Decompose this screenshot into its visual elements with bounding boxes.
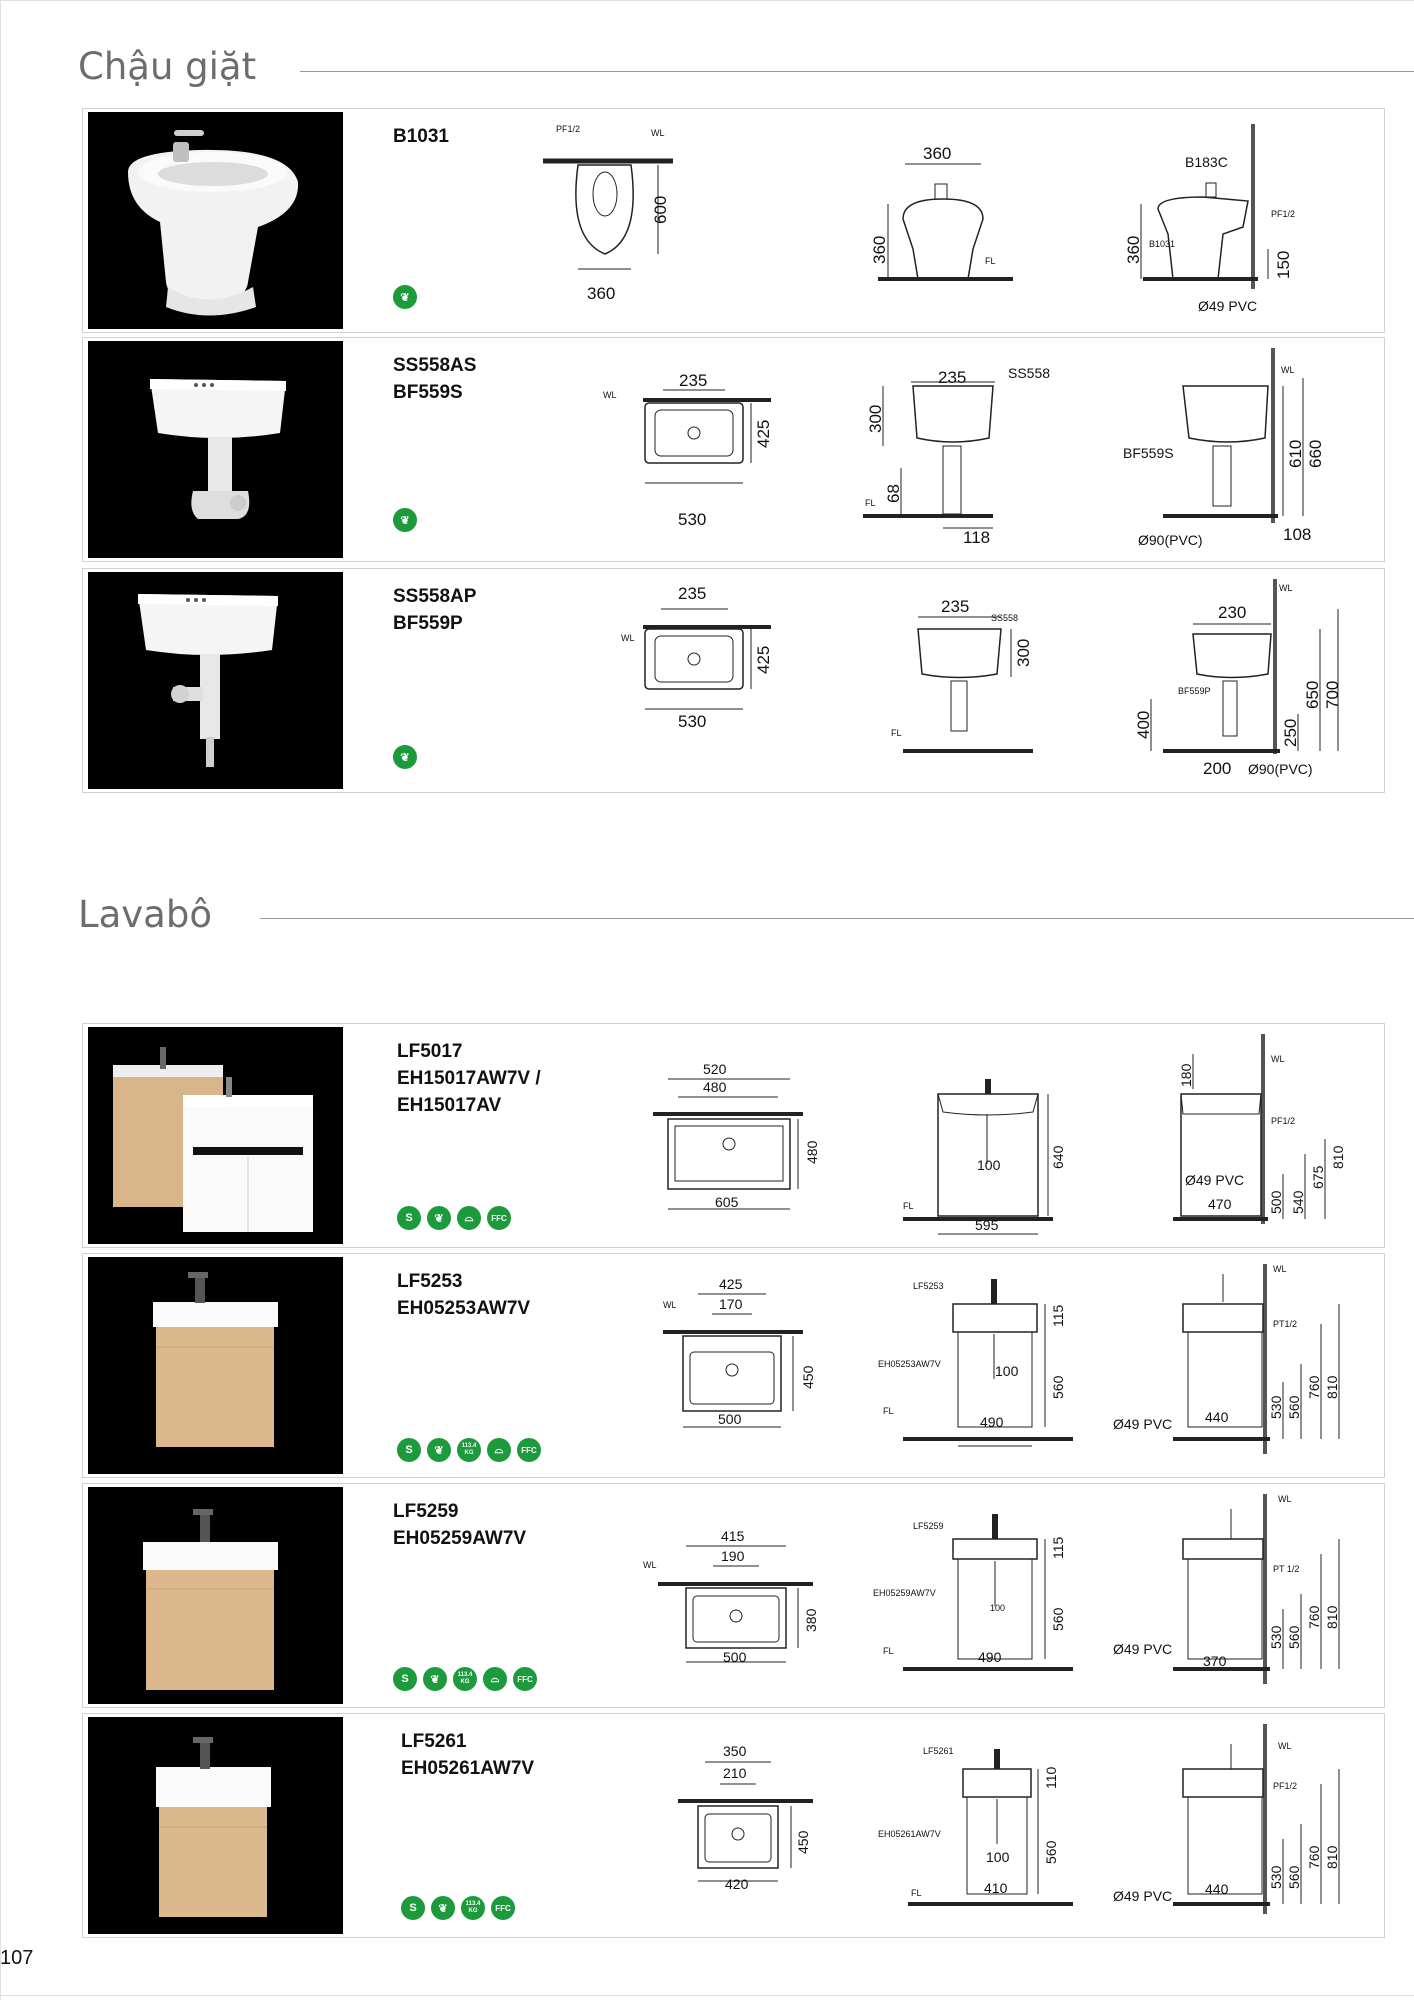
label-wl: WL	[1273, 1264, 1287, 1274]
top-view-svg	[603, 338, 803, 563]
product-code: EH15017AW7V /	[397, 1068, 541, 1089]
dim-425: 425	[754, 645, 773, 674]
label-pvc: Ø90(PVC)	[1248, 761, 1313, 777]
label-wl: WL	[651, 128, 665, 138]
product-photo	[88, 112, 343, 329]
label-fl: FL	[883, 1406, 894, 1416]
label-pf: PF1/2	[556, 124, 581, 134]
dim-810: 810	[1330, 1145, 1346, 1169]
dim-760: 760	[1306, 1605, 1322, 1629]
product-codes	[393, 1498, 526, 1552]
section-divider-lavabo	[260, 918, 1414, 919]
dim-400: 400	[1134, 710, 1153, 739]
product-code: EH05261AW7V	[401, 1758, 535, 1779]
badge-group	[393, 508, 417, 532]
dim-760: 760	[1306, 1375, 1322, 1399]
dim-450: 450	[800, 1365, 816, 1389]
side-view-svg	[1113, 569, 1343, 794]
dim-560: 560	[1286, 1865, 1302, 1889]
label-wl: WL	[1279, 583, 1293, 593]
dim-490: 490	[980, 1414, 1004, 1430]
product-code: LF5253	[397, 1271, 463, 1292]
top-view-svg	[643, 1484, 863, 1709]
label-ss558: SS558	[1008, 365, 1051, 381]
product-code: SS558AP	[393, 586, 477, 607]
drawing-top-view	[653, 1254, 853, 1479]
dim-560: 560	[1286, 1625, 1302, 1649]
dim-415: 415	[721, 1528, 745, 1544]
dim-810: 810	[1324, 1375, 1340, 1399]
drawing-side-view	[1113, 569, 1343, 794]
section-divider-washing	[300, 71, 1414, 72]
weight-unit: KG	[460, 1679, 470, 1685]
dim-300: 300	[1014, 638, 1033, 667]
dim-520: 520	[703, 1061, 727, 1077]
front-view-svg	[873, 1484, 1113, 1709]
drawing-top-view	[643, 1484, 863, 1709]
drawing-front-view	[873, 1254, 1113, 1479]
drawing-top-view	[643, 1024, 843, 1249]
dim-150: 150	[1274, 250, 1293, 279]
dim-250: 250	[1281, 718, 1300, 747]
side-view-svg	[1123, 338, 1333, 563]
dim-530: 530	[1268, 1865, 1284, 1889]
dim-380: 380	[803, 1608, 819, 1632]
dim-300: 300	[866, 404, 885, 433]
dim-500: 500	[718, 1411, 742, 1427]
product-codes	[393, 123, 449, 150]
dim-760: 760	[1306, 1845, 1322, 1869]
dim-470: 470	[1208, 1196, 1232, 1212]
product-codes	[393, 352, 476, 406]
label-fl: FL	[883, 1646, 894, 1656]
label-wl: WL	[1278, 1741, 1292, 1751]
s-badge-icon: S	[397, 1438, 421, 1462]
product-codes	[397, 1038, 541, 1119]
ffc-badge-icon: FFC	[517, 1438, 541, 1462]
section-title-washing: Chậu giặt	[78, 45, 257, 88]
dim-235: 235	[679, 371, 708, 390]
cabinet-image	[88, 1027, 343, 1244]
label-bf559p: BF559P	[1178, 686, 1211, 696]
weight-unit: KG	[468, 1908, 478, 1914]
dim-425: 425	[719, 1276, 743, 1292]
dim-235: 235	[938, 368, 967, 387]
dim-110: 110	[1043, 1766, 1059, 1789]
drawing-side-view	[1113, 1714, 1343, 1939]
label-wl: WL	[621, 633, 635, 643]
product-code: LF5259	[393, 1501, 459, 1522]
dim-360: 360	[587, 284, 616, 303]
side-view-svg	[1113, 1254, 1343, 1479]
label-ss558: SS558	[991, 613, 1019, 623]
eco-leaf-icon: ❦	[423, 1667, 447, 1691]
eco-leaf-icon: ❦	[427, 1438, 451, 1462]
label-pvc: Ø49 PVC	[1198, 298, 1258, 314]
s-badge-icon: S	[393, 1667, 417, 1691]
ffc-badge-icon: FFC	[487, 1206, 511, 1230]
product-row-ss558ap	[82, 568, 1385, 793]
label-wl: WL	[1271, 1054, 1285, 1064]
cabinet-image	[88, 1717, 343, 1934]
dim-560: 560	[1286, 1395, 1302, 1419]
product-code: LF5261	[401, 1731, 467, 1752]
top-view-svg	[653, 1254, 853, 1479]
product-row-lf5261	[82, 1713, 1385, 1938]
badge-group	[393, 285, 417, 309]
product-row-lf5259	[82, 1483, 1385, 1708]
dim-170: 170	[719, 1296, 743, 1312]
top-view-svg	[643, 1024, 843, 1249]
washing-sink-image	[88, 341, 343, 558]
side-view-svg	[1113, 1484, 1343, 1709]
badge-group	[393, 745, 417, 769]
front-view-svg	[863, 109, 1023, 334]
label-pf: PF1/2	[1271, 209, 1296, 219]
side-view-svg	[1113, 1714, 1343, 1939]
drawing-side-view	[1123, 109, 1313, 334]
dim-108: 108	[1283, 525, 1312, 544]
dim-118: 118	[963, 528, 991, 547]
weight-badge-icon	[457, 1438, 481, 1462]
label-lf5253: LF5253	[913, 1281, 944, 1291]
ffc-badge-icon: FFC	[491, 1896, 515, 1920]
label-pvc: Ø49 PVC	[1113, 1888, 1173, 1904]
label-fl: FL	[985, 256, 996, 266]
dim-360-height: 360	[1124, 235, 1143, 264]
weight-badge-icon	[461, 1896, 485, 1920]
label-pt: PT1/2	[1273, 1319, 1298, 1329]
product-row-lf5017	[82, 1023, 1385, 1248]
product-code: BF559S	[393, 382, 463, 403]
eco-leaf-icon: ❦	[393, 285, 417, 309]
cabinet-image	[88, 1257, 343, 1474]
page-edge-bottom	[0, 1995, 1414, 1996]
s-badge-icon: S	[401, 1896, 425, 1920]
dim-230: 230	[1218, 603, 1247, 622]
dim-100: 100	[995, 1363, 1019, 1379]
label-wl: WL	[663, 1300, 677, 1310]
front-view-svg	[873, 1254, 1113, 1479]
basin-icon: ⌓	[487, 1438, 511, 1462]
product-code: EH15017AV	[397, 1095, 502, 1116]
top-view-svg	[603, 569, 803, 794]
label-eh05253aw7v: EH05253AW7V	[878, 1359, 941, 1369]
dim-500: 500	[1268, 1190, 1284, 1214]
label-pvc: Ø49 PVC	[1113, 1416, 1173, 1432]
drawing-side-view	[1113, 1254, 1343, 1479]
product-code: EH05253AW7V	[397, 1298, 531, 1319]
label-wl: WL	[643, 1560, 657, 1570]
dim-560: 560	[1043, 1840, 1059, 1864]
eco-leaf-icon: ❦	[393, 508, 417, 532]
dim-115: 115	[1050, 1304, 1066, 1327]
dim-180: 180	[1178, 1063, 1194, 1087]
dim-595: 595	[975, 1217, 999, 1233]
dim-360-width: 360	[923, 144, 952, 163]
weight-value: 113.4	[457, 1672, 473, 1678]
label-pf: PF1/2	[1273, 1781, 1298, 1791]
label-pvc: Ø49 PVC	[1185, 1172, 1245, 1188]
label-b1031: B1031	[1149, 239, 1176, 249]
drawing-side-view	[1123, 1024, 1346, 1249]
product-code: LF5017	[397, 1041, 463, 1062]
dim-490: 490	[978, 1649, 1002, 1665]
product-code: EH05259AW7V	[393, 1528, 527, 1549]
label-fl: FL	[865, 498, 876, 508]
drawing-front-view	[843, 338, 1083, 563]
dim-660: 660	[1306, 439, 1325, 468]
label-fl: FL	[891, 728, 902, 738]
product-row-b1031	[82, 108, 1385, 333]
top-view-svg	[663, 1714, 863, 1939]
s-badge-icon: S	[397, 1206, 421, 1230]
dim-810: 810	[1324, 1845, 1340, 1869]
badge-group	[397, 1438, 541, 1462]
dim-530: 530	[678, 712, 707, 731]
product-row-lf5253	[82, 1253, 1385, 1478]
drawing-side-view	[1123, 338, 1333, 563]
label-pvc: Ø90(PVC)	[1138, 532, 1203, 548]
dim-700: 700	[1323, 680, 1342, 709]
dim-100: 100	[990, 1603, 1006, 1613]
dim-610: 610	[1286, 439, 1305, 468]
dim-560: 560	[1050, 1607, 1066, 1631]
drawing-front-view	[883, 1024, 1083, 1249]
dim-370: 370	[1203, 1653, 1227, 1669]
weight-badge-icon	[453, 1667, 477, 1691]
product-photo	[88, 572, 343, 789]
page-edge-left	[0, 0, 1, 2000]
dim-68: 68	[884, 484, 903, 503]
dim-210: 210	[723, 1765, 747, 1781]
dim-420: 420	[725, 1876, 749, 1892]
drawing-front-view	[873, 1484, 1113, 1709]
product-photo	[88, 1487, 343, 1704]
weight-unit: KG	[464, 1450, 474, 1456]
page-edge-top	[0, 0, 1414, 1]
dim-605: 605	[715, 1194, 739, 1210]
label-lf5261: LF5261	[923, 1746, 954, 1756]
dim-440: 440	[1205, 1881, 1229, 1897]
side-view-svg	[1123, 109, 1313, 334]
front-view-svg	[843, 338, 1083, 563]
dim-600: 600	[651, 195, 670, 224]
eco-leaf-icon: ❦	[431, 1896, 455, 1920]
product-codes	[393, 583, 476, 637]
dim-530: 530	[1268, 1625, 1284, 1649]
drawing-top-view	[603, 338, 803, 563]
weight-value: 113.4	[461, 1443, 477, 1449]
ffc-badge-icon: FFC	[513, 1667, 537, 1691]
badge-group	[401, 1896, 515, 1920]
dim-425: 425	[754, 419, 773, 448]
dim-190: 190	[721, 1548, 745, 1564]
label-wl: WL	[1278, 1494, 1292, 1504]
dim-440: 440	[1205, 1409, 1229, 1425]
drawing-top-view	[523, 109, 703, 334]
dim-530: 530	[1268, 1395, 1284, 1419]
dim-350: 350	[723, 1743, 747, 1759]
dim-480-depth: 480	[804, 1140, 820, 1164]
dim-410: 410	[984, 1880, 1008, 1896]
product-codes	[397, 1268, 530, 1322]
dim-450: 450	[795, 1830, 811, 1854]
front-view-svg	[873, 1714, 1113, 1939]
dim-530: 530	[678, 510, 707, 529]
cabinet-image	[88, 1487, 343, 1704]
dim-235: 235	[678, 584, 707, 603]
label-fl: FL	[903, 1201, 914, 1211]
product-row-ss558as	[82, 337, 1385, 562]
dim-500: 500	[723, 1649, 747, 1665]
dim-480: 480	[703, 1079, 727, 1095]
badge-group	[393, 1667, 537, 1691]
product-codes	[401, 1728, 534, 1782]
dim-100: 100	[986, 1849, 1010, 1865]
weight-value: 113.4	[465, 1901, 481, 1907]
eco-leaf-icon: ❦	[393, 745, 417, 769]
dim-100: 100	[977, 1157, 1001, 1173]
product-code: BF559P	[393, 613, 463, 634]
drawing-top-view	[663, 1714, 863, 1939]
dim-540: 540	[1290, 1190, 1306, 1214]
dim-810: 810	[1324, 1605, 1340, 1629]
product-photo	[88, 1257, 343, 1474]
label-lf5259: LF5259	[913, 1521, 944, 1531]
drawing-top-view	[603, 569, 803, 794]
dim-235: 235	[941, 597, 970, 616]
drawing-front-view	[873, 1714, 1113, 1939]
drawing-side-view	[1113, 1484, 1343, 1709]
label-b183c: B183C	[1185, 154, 1228, 170]
washing-sink-image	[88, 572, 343, 789]
product-photo	[88, 1027, 343, 1244]
dim-560: 560	[1050, 1375, 1066, 1399]
basin-icon: ⌓	[483, 1667, 507, 1691]
product-photo	[88, 341, 343, 558]
label-fl: FL	[911, 1888, 922, 1898]
basin-icon: ⌓	[457, 1206, 481, 1230]
product-photo	[88, 1717, 343, 1934]
dim-115: 115	[1050, 1536, 1066, 1559]
label-bf559s: BF559S	[1123, 445, 1174, 461]
label-pvc: Ø49 PVC	[1113, 1641, 1173, 1657]
drawing-front-view	[883, 569, 1083, 794]
label-pt: PT 1/2	[1273, 1564, 1300, 1574]
label-eh05261aw7v: EH05261AW7V	[878, 1829, 941, 1839]
page-number: 107	[0, 1947, 34, 1969]
dim-360-height: 360	[870, 235, 889, 264]
dim-640: 640	[1050, 1145, 1066, 1169]
bidet-image	[88, 112, 343, 329]
drawing-front-view	[863, 109, 1023, 334]
badge-group	[397, 1206, 511, 1230]
label-eh05259aw7v: EH05259AW7V	[873, 1588, 936, 1598]
side-view-svg	[1123, 1024, 1346, 1249]
label-pf: PF1/2	[1271, 1116, 1296, 1126]
top-view-svg	[523, 109, 703, 334]
front-view-svg	[883, 569, 1083, 794]
eco-leaf-icon: ❦	[427, 1206, 451, 1230]
product-code: B1031	[393, 126, 449, 147]
product-code: SS558AS	[393, 355, 477, 376]
label-wl: WL	[1281, 365, 1295, 375]
dim-650: 650	[1303, 680, 1322, 709]
front-view-svg	[883, 1024, 1083, 1249]
section-title-lavabo: Lavabô	[78, 893, 212, 936]
dim-200: 200	[1203, 759, 1232, 778]
dim-675: 675	[1310, 1165, 1326, 1189]
label-wl: WL	[603, 390, 617, 400]
